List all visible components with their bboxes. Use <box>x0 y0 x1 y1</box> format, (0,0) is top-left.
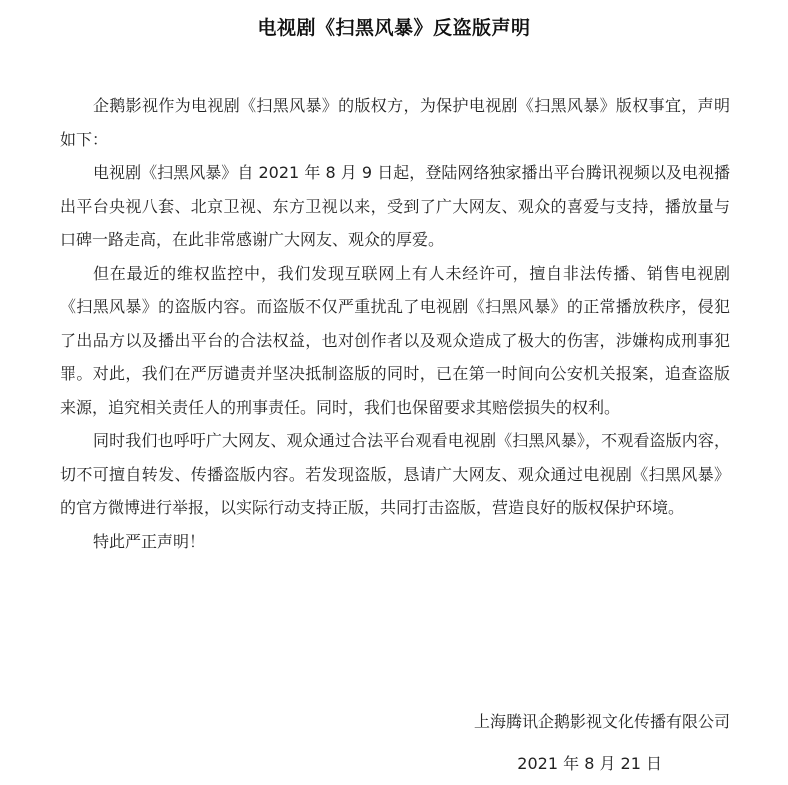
paragraph-closing: 特此严正声明！ <box>93 531 206 551</box>
paragraph-intro: 企鹅影视作为电视剧《扫黑风暴》的版权方，为保护电视剧《扫黑风暴》版权事宜，声明如下： <box>60 96 730 149</box>
statement-date: 2021 年 8 月 21 日 <box>517 754 662 773</box>
paragraph-piracy-notice: 但在最近的维权监控中，我们发现互联网上有人未经许可，擅自非法传播、销售电视剧《扫黑风暴》的盗版内容。而盗版不仅严重扰乱了电视剧《扫黑风暴》的正常播放秩序，侵犯了出品方以及播出平台的合法权益，也对创作者以及观众造成了极大的伤害，涉嫌构成刑事犯罪。对此，我们在严厉谴责并坚决抵制盗版的同时，已在第一时间向公安机关报案，追查盗版来源，追究相关责任人的刑事责任。同时，我们也保留要求其赔偿损失的权利。 <box>60 263 730 417</box>
company-signature: 上海腾讯企鹅影视文化传播有限公司 <box>473 712 730 731</box>
paragraph-broadcast-info: 电视剧《扫黑风暴》自 2021 年 8 月 9 日起，登陆网络独家播出平台腾讯视频以及电视播出平台央视八套、北京卫视、东方卫视以来，受到了广大网友、观众的喜爱与支持，播放量与口碑一路走高，在此非常感谢广大网友、观众的厚爱。 <box>60 163 730 249</box>
page-title: 电视剧《扫黑风暴》反盗版声明 <box>257 17 531 39</box>
paragraph-appeal: 同时我们也呼吁广大网友、观众通过合法平台观看电视剧《扫黑风暴》，不观看盗版内容，切不可擅自转发、传播盗版内容。若发现盗版，恳请广大网友、观众通过电视剧《扫黑风暴》的官方微博进行举报，以实际行动支持正版，共同打击盗版，营造良好的版权保护环境。 <box>60 431 730 517</box>
statement-body <box>60 89 730 558</box>
